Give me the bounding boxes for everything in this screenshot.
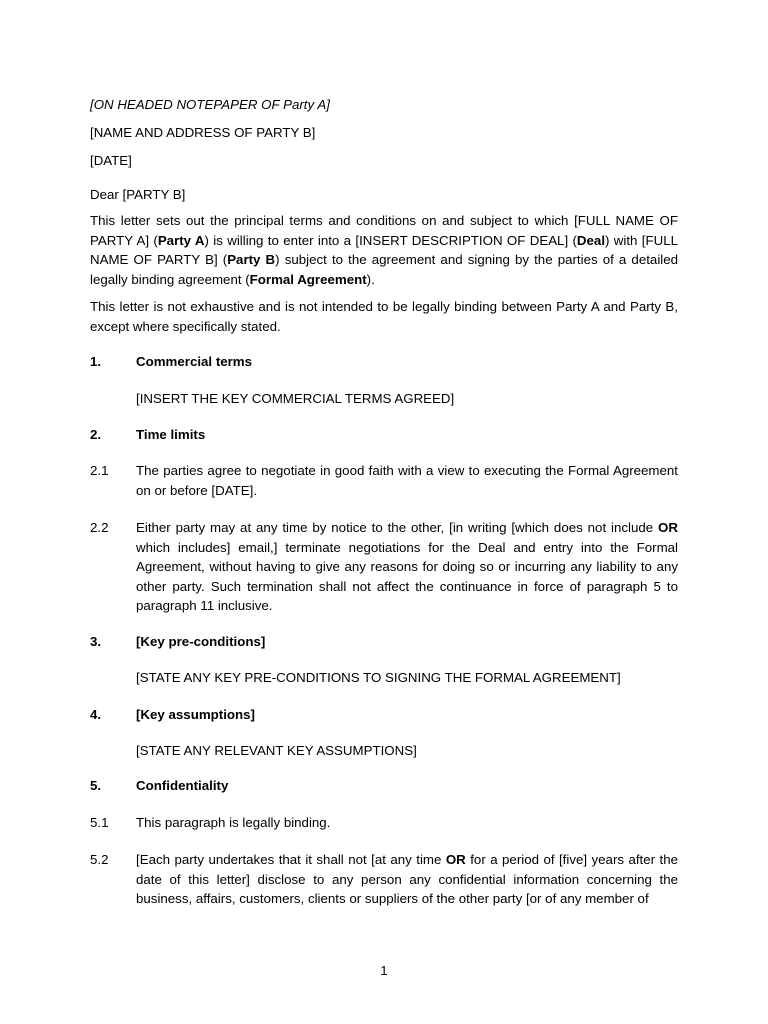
section-text: [STATE ANY RELEVANT KEY ASSUMPTIONS] — [136, 743, 417, 758]
notepaper-line: [ON HEADED NOTEPAPER OF Party A] — [90, 97, 330, 112]
page-number: 1 — [380, 963, 388, 978]
section-heading: Commercial terms — [136, 354, 253, 369]
section-heading: Confidentiality — [136, 778, 229, 793]
clause-text: The parties agree to negotiate in good faith with a view to executing the Formal Agreement on or before [DATE]. — [136, 463, 678, 498]
clause-number: 2.2 — [90, 520, 109, 535]
section-heading: Time limits — [136, 427, 206, 442]
clause-number: 5.2 — [90, 852, 109, 867]
clause-text: [Each party undertakes that it shall not [at any time OR for a period of [five] years after the date of this letter] disclose to any person any confidential information concerning the business, affairs, customers, clients or suppliers of the other party [or of any member of — [136, 852, 678, 906]
date-line: [DATE] — [90, 153, 132, 168]
section-number: 4. — [90, 707, 102, 722]
salutation: Dear [PARTY B] — [90, 187, 186, 202]
section-number: 2. — [90, 427, 102, 442]
clause-number: 2.1 — [90, 463, 109, 478]
section-text: [STATE ANY KEY PRE-CONDITIONS TO SIGNING THE FORMAL AGREEMENT] — [136, 670, 621, 685]
addressee-line: [NAME AND ADDRESS OF PARTY B] — [90, 125, 316, 140]
section-number: 3. — [90, 634, 102, 649]
clause-text: Either party may at any time by notice to the other, [in writing [which does not include OR which includes] email,] terminate negotiations for the Deal and entry into the Formal Agreement, without having to give any reasons for doing so or incurring any liability to any other party. Such termination shall not affect the continuance in force of paragraph 5 to paragraph 11 inclusive. — [136, 520, 678, 613]
section-number: 5. — [90, 778, 102, 793]
intro-paragraph-2: This letter is not exhaustive and is not intended to be legally binding between Party A and Party B, except where specifically stated. — [90, 299, 678, 334]
section-heading: [Key assumptions] — [136, 707, 255, 722]
section-number: 1. — [90, 354, 102, 369]
intro-paragraph-1: This letter sets out the principal terms and conditions on and subject to which [FULL NAME OF PARTY A] (Party A) is willing to enter into a [INSERT DESCRIPTION OF DEAL] (Deal) with [FULL NAME OF PARTY B] (Party B) subject to the agreement and signing by the parties of a detailed legally binding agreement (Formal Agreement). — [90, 213, 679, 287]
section-heading: [Key pre-conditions] — [136, 634, 266, 649]
clause-text: This paragraph is legally binding. — [136, 815, 331, 830]
section-text: [INSERT THE KEY COMMERCIAL TERMS AGREED] — [136, 391, 455, 406]
clause-number: 5.1 — [90, 815, 109, 830]
